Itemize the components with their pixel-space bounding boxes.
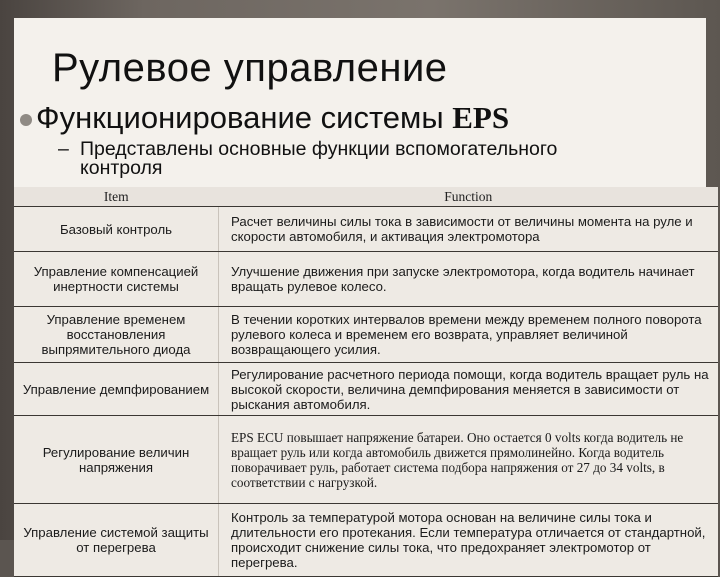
row-item: Управление компенсацией инертности системы <box>14 252 219 307</box>
table-row <box>14 504 718 577</box>
row-function: Расчет величины силы тока в зависимости от величины момента на руле и скорости автомобиля, и активация электромотора <box>219 207 719 252</box>
row-item: Управление системой защиты от перегрева <box>14 504 219 577</box>
bullet-dash: – <box>58 138 69 160</box>
row-item: Управление временем восстановления выпрямительного диода <box>14 307 219 363</box>
row-function: EPS ECU повышает напряжение батареи. Оно остается 0 volts когда водитель не вращает руль или когда автомобиль движется прямолинейно. Когда водитель поворачивает руль, работает система подбора напряжения от 27 до 34 volts, в соответствии с нагрузкой. <box>219 416 719 504</box>
table-row <box>14 363 718 416</box>
row-item: Базовый контроль <box>14 207 219 252</box>
slide-title: Рулевое управление <box>52 46 448 90</box>
bullet-level2-line1: Представлены основные функции вспомогательного <box>80 138 558 160</box>
table-row <box>14 307 718 363</box>
row-function: Регулирование расчетного периода помощи, когда водитель вращает руль на высокой скорости, величина демпфирования меняется в зависимости от рыскания автомобиля. <box>219 363 719 416</box>
header-item: Item <box>14 187 219 207</box>
row-function: Контроль за температурой мотора основан на величине силы тока и длительности его протекания. Если температура отличается от стандартной, происходит снижение силы тока, что предохраняет электромотор от перегрева. <box>219 504 719 577</box>
table-header-row <box>14 187 718 207</box>
bullet-level1-text: Функционирование системы <box>36 100 453 135</box>
bullet-dot-icon <box>20 114 32 126</box>
row-function: В течении коротких интервалов времени между временем полного поворота рулевого колеса и временем его возврата, управляет величиной возвращающего усилия. <box>219 307 719 363</box>
bullet-level2-line2: контроля <box>80 157 163 179</box>
row-item: Регулирование величин напряжения <box>14 416 219 504</box>
slide <box>14 18 709 570</box>
table-row <box>14 416 718 504</box>
table-row <box>14 207 718 252</box>
bullet-level2 <box>58 140 698 178</box>
functions-table <box>14 187 718 577</box>
row-function: Улучшение движения при запуске электромотора, когда водитель начинает вращать рулевое колесо. <box>219 252 719 307</box>
bullet-level1 <box>36 100 509 136</box>
row-item: Управление демпфированием <box>14 363 219 416</box>
header-function: Function <box>219 187 719 207</box>
bullet-level1-accent: EPS <box>452 100 510 135</box>
table-row <box>14 252 718 307</box>
